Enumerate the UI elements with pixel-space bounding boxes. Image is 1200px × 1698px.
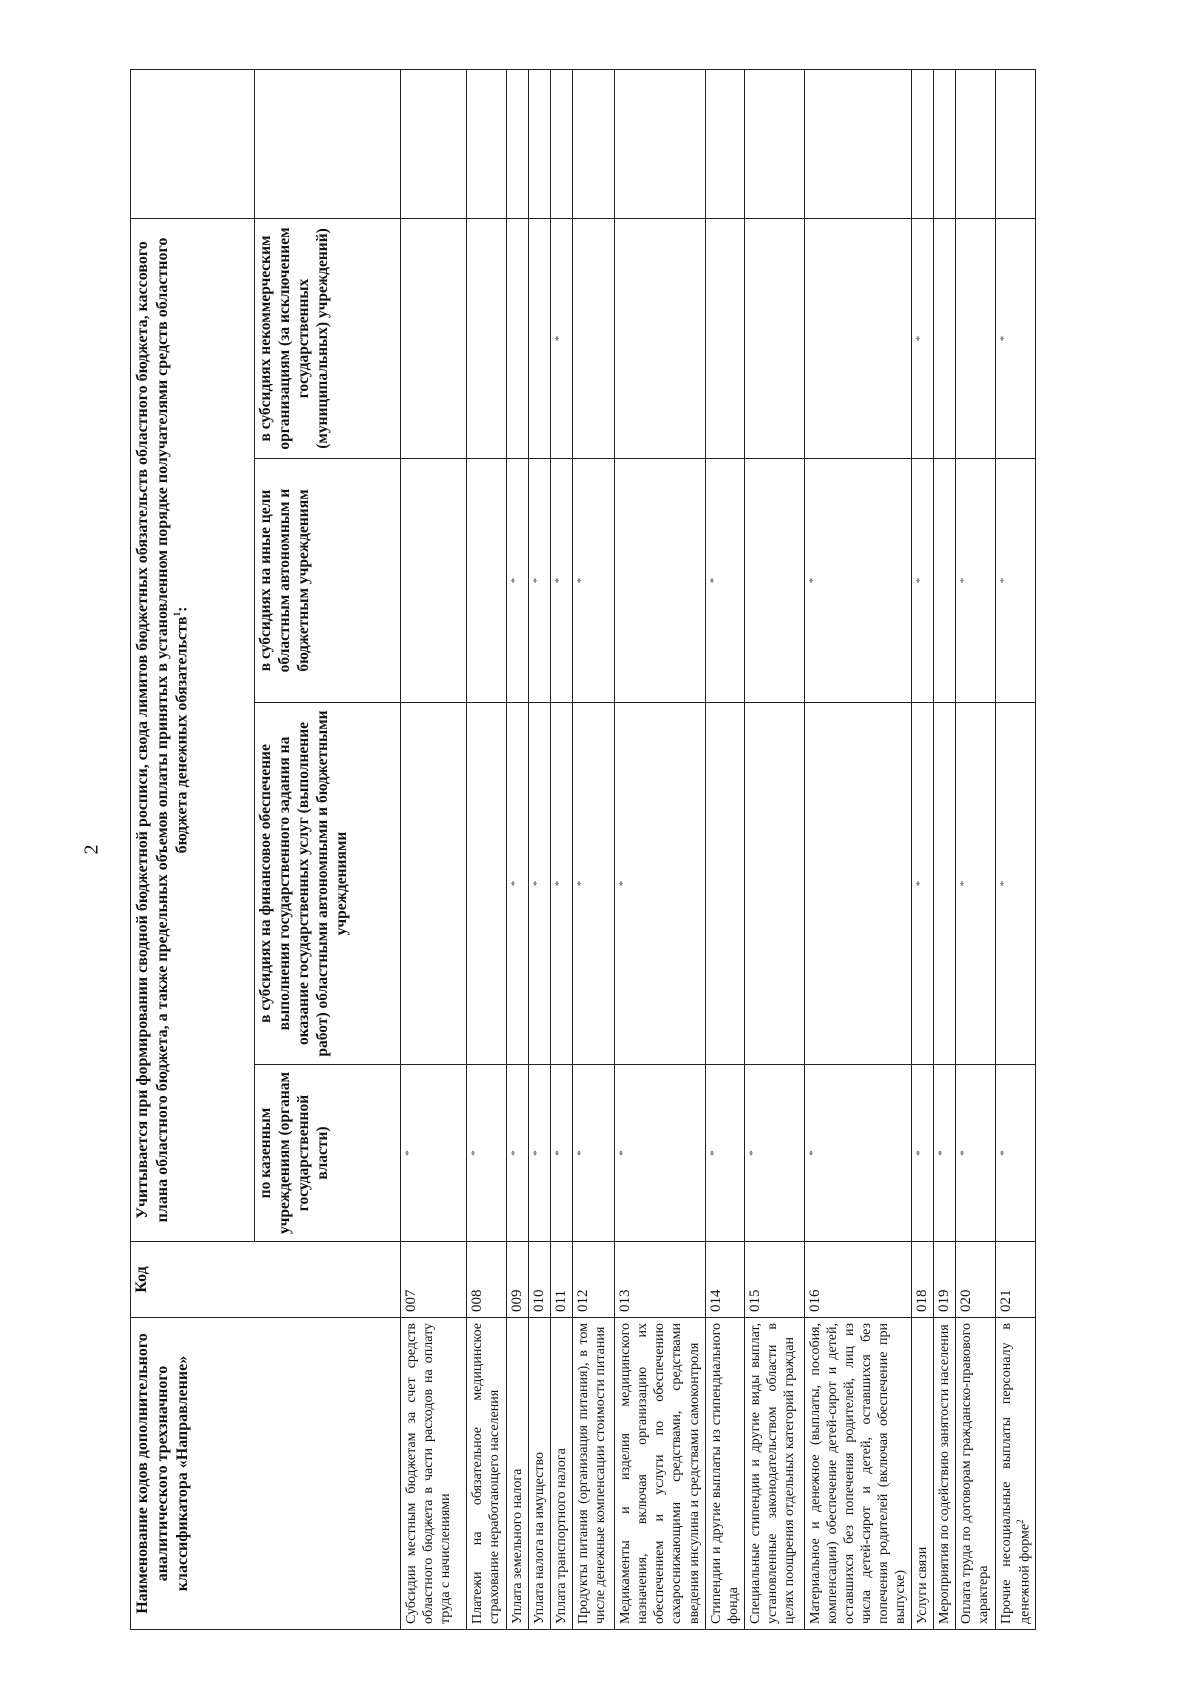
table-row xyxy=(507,69,529,1629)
empty-cell xyxy=(995,69,1036,218)
accounted-mark-cell xyxy=(573,1065,615,1242)
accounted-mark: * xyxy=(575,577,588,584)
accounted-mark-cell xyxy=(934,459,956,703)
row-code: 008 xyxy=(467,1242,507,1318)
accounted-mark-cell xyxy=(934,218,956,458)
accounted-mark-cell xyxy=(912,218,934,458)
table-row xyxy=(912,69,934,1629)
row-code: 013 xyxy=(615,1242,705,1318)
table-row xyxy=(705,69,744,1629)
header-kazennye: по казенным учреждениям (органам государственной власти) xyxy=(255,1065,401,1242)
accounted-mark-cell xyxy=(507,459,529,703)
accounted-mark-cell xyxy=(705,459,744,703)
accounted-mark-cell xyxy=(573,218,615,458)
row-name xyxy=(956,1318,995,1630)
row-name xyxy=(804,1318,911,1630)
header-accounted xyxy=(131,218,255,1241)
row-name xyxy=(934,1318,956,1630)
row-name xyxy=(912,1318,934,1630)
row-name-text: Стипендии и другие выплаты из стипендиального фонда xyxy=(708,1323,741,1624)
accounted-mark-cell xyxy=(529,1065,551,1242)
row-name xyxy=(615,1318,705,1630)
accounted-mark: * xyxy=(575,1150,588,1156)
accounted-mark-cell xyxy=(995,703,1036,1065)
accounted-mark-cell xyxy=(912,703,934,1065)
empty-cell xyxy=(551,69,573,218)
table-row xyxy=(551,69,573,1629)
accounted-mark-cell xyxy=(995,459,1036,703)
accounted-mark-cell xyxy=(705,703,744,1065)
row-code: 012 xyxy=(573,1242,615,1318)
accounted-mark-cell xyxy=(551,218,573,458)
accounted-mark: * xyxy=(997,577,1010,584)
row-name xyxy=(705,1318,744,1630)
accounted-mark-cell xyxy=(529,218,551,458)
empty-cell xyxy=(705,69,744,218)
row-name xyxy=(551,1318,573,1630)
accounted-mark: * xyxy=(806,1150,819,1156)
empty-cell xyxy=(507,69,529,218)
table-row xyxy=(995,69,1036,1629)
accounted-mark-cell xyxy=(551,703,573,1065)
accounted-mark: * xyxy=(553,335,566,342)
accounted-mark-cell xyxy=(573,703,615,1065)
accounted-mark-cell xyxy=(956,218,995,458)
accounted-mark: * xyxy=(509,577,521,584)
empty-cell xyxy=(615,69,705,218)
accounted-mark: * xyxy=(553,1150,566,1156)
footnote-mark-1: 1 xyxy=(172,611,183,617)
row-name-text: Специальные стипендии и другие виды выплат, установленные законодательством области в целях поощрения отдельных категорий граждан xyxy=(747,1323,797,1624)
row-name-text: Прочие несоциальные выплаты персоналу в денежной форме xyxy=(998,1323,1033,1624)
accounted-mark: * xyxy=(914,335,927,342)
accounted-mark: * xyxy=(707,577,720,584)
accounted-mark-cell xyxy=(467,703,507,1065)
accounted-mark: * xyxy=(997,880,1010,887)
accounted-mark: * xyxy=(914,577,927,584)
accounted-mark: * xyxy=(553,577,566,584)
accounted-mark-cell xyxy=(956,703,995,1065)
accounted-mark: * xyxy=(997,1150,1010,1156)
accounted-mark-cell xyxy=(912,1065,934,1242)
row-code: 010 xyxy=(529,1242,551,1318)
row-code: 018 xyxy=(912,1242,934,1318)
empty-cell xyxy=(744,69,804,218)
accounted-mark-cell xyxy=(744,1065,804,1242)
accounted-mark-cell xyxy=(705,1065,744,1242)
table-row xyxy=(573,69,615,1629)
accounted-mark: * xyxy=(617,1150,630,1156)
table-body xyxy=(401,69,1036,1629)
accounted-mark-cell xyxy=(804,218,911,458)
row-code: 021 xyxy=(995,1242,1036,1318)
accounted-mark: * xyxy=(531,1150,544,1156)
empty-cell xyxy=(401,69,467,218)
page-number: 2 xyxy=(80,844,103,855)
accounted-mark-cell xyxy=(705,218,744,458)
table-row xyxy=(615,69,705,1629)
row-code: 020 xyxy=(956,1242,995,1318)
accounted-mark-cell xyxy=(467,459,507,703)
accounted-mark: * xyxy=(958,577,971,584)
accounted-mark-cell xyxy=(744,459,804,703)
header-nko: в субсидиях некоммерческим организациям (за исключением государственных (муниципальных) учреждений) xyxy=(255,218,401,458)
accounted-mark-cell xyxy=(507,703,529,1065)
accounted-mark: * xyxy=(914,880,927,887)
accounted-mark: * xyxy=(531,577,544,584)
row-name xyxy=(573,1318,615,1630)
row-name xyxy=(507,1318,529,1630)
row-code: 019 xyxy=(934,1242,956,1318)
accounted-mark-cell xyxy=(804,703,911,1065)
accounted-mark: * xyxy=(509,880,521,887)
accounted-mark-cell xyxy=(401,218,467,458)
accounted-mark: * xyxy=(403,1150,415,1156)
classifier-table xyxy=(130,69,1036,1630)
table-row xyxy=(934,69,956,1629)
empty-cell xyxy=(804,69,911,218)
footnote-mark-2: 2 xyxy=(1014,1519,1025,1524)
row-name-text: Субсидии местным бюджетам за счет средств областного бюджета в части расходов на оплату труда с начислениями xyxy=(404,1323,454,1624)
accounted-mark-cell xyxy=(995,218,1036,458)
accounted-mark-cell xyxy=(529,459,551,703)
accounted-mark-cell xyxy=(507,218,529,458)
accounted-mark: * xyxy=(958,1150,971,1156)
row-code: 014 xyxy=(705,1242,744,1318)
accounted-mark-cell xyxy=(615,1065,705,1242)
row-name-text: Мероприятия по содействию занятости населения xyxy=(937,1324,953,1624)
accounted-mark: * xyxy=(531,880,544,887)
header-empty-cell xyxy=(131,69,255,218)
empty-cell xyxy=(467,69,507,218)
header-empty-sub-cell xyxy=(255,69,401,218)
accounted-mark-cell xyxy=(467,218,507,458)
accounted-mark-cell xyxy=(615,218,705,458)
header-name-column: Наименование кодов дополнительного аналитического трехзначного классификатора «Направление» xyxy=(131,1318,401,1630)
empty-cell xyxy=(956,69,995,218)
accounted-mark: * xyxy=(746,1150,759,1156)
accounted-mark-cell xyxy=(744,703,804,1065)
accounted-mark-cell xyxy=(401,459,467,703)
row-name-text: Услуги связи xyxy=(915,1546,931,1624)
direction-classifier-table xyxy=(130,70,1033,1630)
row-code: 016 xyxy=(804,1242,911,1318)
table-row xyxy=(804,69,911,1629)
row-code: 009 xyxy=(507,1242,529,1318)
accounted-mark-cell xyxy=(551,459,573,703)
accounted-mark-cell xyxy=(934,1065,956,1242)
row-name-text: Оплата труда по договорам гражданско-правового характера xyxy=(959,1323,992,1624)
empty-cell xyxy=(573,69,615,218)
row-name-text: Уплата земельного налога xyxy=(510,1468,525,1624)
row-name-text: Продукты питания (организация питания), в том числе денежные компенсации стоимости питания xyxy=(576,1323,609,1624)
header-accounted-tail: : xyxy=(173,606,191,612)
header-gos-zadanie: в субсидиях на финансовое обеспечение выполнения государственного задания на оказание государственных услуг (выполнение работ) областными автономными и бюджетными учреждениями xyxy=(255,703,401,1065)
accounted-mark-cell xyxy=(615,703,705,1065)
accounted-mark: * xyxy=(806,577,819,584)
accounted-mark: * xyxy=(575,880,588,887)
table-row xyxy=(529,69,551,1629)
empty-cell xyxy=(934,69,956,218)
accounted-mark-cell xyxy=(529,703,551,1065)
accounted-mark: * xyxy=(617,880,630,887)
empty-cell xyxy=(529,69,551,218)
accounted-mark-cell xyxy=(507,1065,529,1242)
accounted-mark: * xyxy=(997,335,1010,342)
accounted-mark-cell xyxy=(912,459,934,703)
table-row xyxy=(956,69,995,1629)
header-inye-celi: в субсидиях на иные цели областным автономным и бюджетным учреждениям xyxy=(255,459,401,703)
header-accounted-text: Учитывается при формировании сводной бюджетной росписи, свода лимитов бюджетных обязательств областного бюджета, кассового плана областного бюджета, а также предельных объемов оплаты принятых в установленном порядке получателями средств областного бюджета денежных обязательств xyxy=(134,237,191,1223)
empty-cell xyxy=(912,69,934,218)
accounted-mark-cell xyxy=(744,218,804,458)
accounted-mark: * xyxy=(469,1150,481,1156)
accounted-mark-cell xyxy=(956,459,995,703)
accounted-mark-cell xyxy=(467,1065,507,1242)
accounted-mark: * xyxy=(707,1150,720,1156)
accounted-mark: * xyxy=(553,880,566,887)
row-name-text: Платежи на обязательное медицинское страхование неработающего населения xyxy=(470,1323,503,1624)
row-name xyxy=(744,1318,804,1630)
accounted-mark-cell xyxy=(934,703,956,1065)
accounted-mark-cell xyxy=(401,1065,467,1242)
header-code-column: Код xyxy=(131,1242,401,1318)
row-name xyxy=(467,1318,507,1630)
accounted-mark: * xyxy=(914,1150,927,1156)
table-row xyxy=(467,69,507,1629)
row-name xyxy=(401,1318,467,1630)
accounted-mark-cell xyxy=(995,1065,1036,1242)
row-name-text: Уплата налога на имущество xyxy=(532,1451,548,1624)
accounted-mark-cell xyxy=(401,703,467,1065)
row-code: 007 xyxy=(401,1242,467,1318)
accounted-mark: * xyxy=(509,1150,521,1156)
accounted-mark-cell xyxy=(573,459,615,703)
accounted-mark: * xyxy=(936,1150,949,1156)
accounted-mark: * xyxy=(958,880,971,887)
row-name xyxy=(529,1318,551,1630)
row-name-text: Уплата транспортного налога xyxy=(554,1448,570,1624)
row-name xyxy=(995,1318,1036,1630)
row-code: 011 xyxy=(551,1242,573,1318)
table-row xyxy=(401,69,467,1629)
accounted-mark-cell xyxy=(615,459,705,703)
accounted-mark-cell xyxy=(956,1065,995,1242)
row-name-text: Материальное и денежное (выплаты, пособия, компенсации) обеспечение детей-сирот и детей, оставшихся без попечения родителей, лиц из числа детей-сирот и детей, оставшихся без попечения родителей (включая обеспечение при выпуске) xyxy=(807,1323,909,1624)
accounted-mark-cell xyxy=(804,1065,911,1242)
table-row xyxy=(744,69,804,1629)
row-code: 015 xyxy=(744,1242,804,1318)
row-name-text: Медикаменты и изделия медицинского назначения, включая организацию их обеспечением и услуги по обеспечению сахароснижающими средствами, средствами введения инсулина и средствами самоконтроля xyxy=(618,1323,702,1624)
accounted-mark-cell xyxy=(804,459,911,703)
accounted-mark-cell xyxy=(551,1065,573,1242)
